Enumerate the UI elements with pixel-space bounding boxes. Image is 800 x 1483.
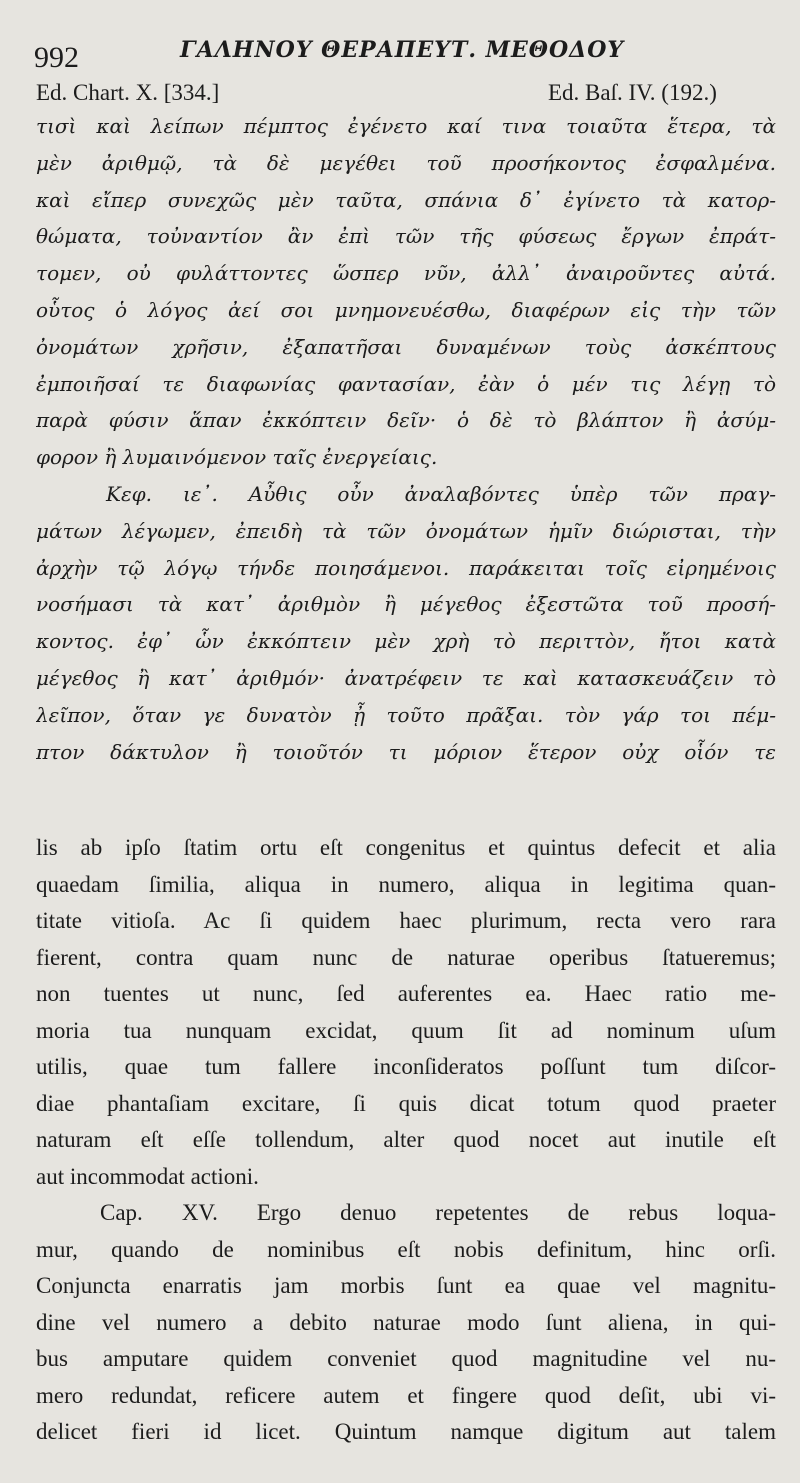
greek-line: θώματα, τοὐναντίον ἂν ἐπὶ τῶν τῆς φύσεως ἔργων ἐπράτ-: [36, 224, 776, 249]
latin-line: dine vel numero a debito naturae modo ſunt aliena, in qui-: [36, 1309, 776, 1335]
page-number: 992: [34, 41, 79, 74]
latin-line: non tuentes ut nunc, ſed auferentes ea. Haec ratio me-: [36, 981, 776, 1006]
running-title: ΓΑΛΗΝΟΥ ΘΕΡΑΠΕΥΤ. ΜΕΘΟΔΟΥ: [180, 37, 625, 63]
greek-chapter-heading-line: Κεφ. ιε᾽. Αὖθις οὖν ἀναλαβόντες ὑπὲρ τῶν πραγ-: [106, 481, 776, 506]
greek-line: μάτων λέγωμεν, ἐπειδὴ τὰ τῶν ὀνομάτων ἡμῖν διώρισται, τὴν: [36, 518, 776, 543]
greek-line: κοντος. ἐφ᾽ ὧν ἐκκόπτειν μὲν χρὴ τὸ περιττὸν, ἤτοι κατὰ: [36, 629, 776, 654]
greek-line: μέγεθος ἢ κατ᾽ ἀριθμόν· ἀνατρέφειν τε καὶ κατασκευάζειν τὸ: [36, 665, 776, 690]
latin-line: mur, quando de nominibus eſt nobis definitum, hinc orſi.: [36, 1236, 776, 1262]
greek-line: μὲν ἀριθμῷ, τὰ δὲ μεγέθει τοῦ προσήκοντος ἐσφαλμένα.: [36, 150, 776, 175]
edition-reference-basel: Ed. Baſ. IV. (192.): [548, 80, 717, 105]
greek-line: οὗτος ὁ λόγος ἀεί σοι μνημονευέσθω, διαφέρων εἰς τὴν τῶν: [36, 297, 776, 322]
latin-line: Conjuncta enarratis jam morbis ſunt ea quae vel magnitu-: [36, 1273, 776, 1298]
greek-line: φορον ἢ λυμαινόμενον ταῖς ἐνεργείαις.: [36, 445, 438, 470]
greek-line: πτον δάκτυλον ἢ τοιοῦτόν τι μόριον ἕτερον οὐχ οἷόν τε: [36, 739, 776, 764]
greek-text-block: [36, 108, 776, 770]
latin-line: utilis, quae tum fallere inconſideratos poſſunt tum diſcor-: [36, 1054, 776, 1079]
latin-line: moria tua nunquam excidat, quum ſit ad nominum uſum: [36, 1017, 776, 1043]
latin-line: diae phantaſiam excitare, ſi quis dicat totum quod praeter: [36, 1090, 776, 1116]
greek-line: καὶ εἴπερ συνεχῶς μὲν ταῦτα, σπάνια δ᾽ ἐγίνετο τὰ κατορ-: [36, 187, 776, 212]
greek-line: ὀνομάτων χρῆσιν, ἐξαπατῆσαι δυναμένων τοὺς ἀσκέπτους: [36, 334, 776, 359]
latin-line: aut incommodat actioni.: [36, 1163, 259, 1189]
greek-line: νοσήμασι τὰ κατ᾽ ἀριθμὸν ἢ μέγεθος ἐξεστῶτα τοῦ προσή-: [36, 592, 776, 617]
latin-chapter-heading-line: Cap. XV. Ergo denuo repetentes de rebus loqua-: [100, 1200, 776, 1225]
latin-text-block: [36, 830, 776, 1451]
greek-line: τισὶ καὶ λείπων πέμπτος ἐγένετο καί τινα τοιαῦτα ἕτερα, τὰ: [36, 114, 776, 138]
latin-line: bus amputare quidem conveniet quod magnitudine vel nu-: [36, 1346, 776, 1371]
latin-line: delicet fieri id licet. Quintum namque digitum aut talem: [36, 1419, 776, 1444]
latin-line: lis ab ipſo ſtatim ortu eſt congenitus et quintus defecit et alia: [36, 835, 776, 860]
greek-line: λεῖπον, ὅταν γε δυνατὸν ᾖ τοῦτο πρᾶξαι. τὸν γάρ τοι πέμ-: [36, 702, 776, 727]
greek-line: τομεν, οὐ φυλάττοντες ὥσπερ νῦν, ἀλλ᾽ ἀναιροῦντες αὐτά.: [36, 261, 776, 286]
latin-line: mero redundat, reficere autem et fingere quod deſit, ubi vi-: [36, 1382, 776, 1408]
greek-line: παρὰ φύσιν ἅπαν ἐκκόπτειν δεῖν· ὁ δὲ τὸ βλάπτον ἢ ἀσύμ-: [36, 408, 776, 433]
edition-reference-chart: Ed. Chart. X. [334.]: [36, 80, 220, 105]
latin-line: quaedam ſimilia, aliqua in numero, aliqua in legitima quan-: [36, 871, 776, 897]
latin-line: titate vitioſa. Ac ſi quidem haec plurimum, recta vero rara: [36, 908, 776, 933]
greek-line: ἐμποιῆσαί τε διαφωνίας φαντασίαν, ἐὰν ὁ μέν τις λέγῃ τὸ: [36, 371, 776, 396]
greek-line: ἀρχὴν τῷ λόγῳ τήνδε ποιησάμενοι. παράκειται τοῖς εἰρημένοις: [36, 555, 776, 580]
latin-line: naturam eſt eſſe tollendum, alter quod nocet aut inutile eſt: [36, 1127, 776, 1152]
latin-line: fierent, contra quam nunc de naturae operibus ſtatueremus;: [36, 944, 776, 970]
